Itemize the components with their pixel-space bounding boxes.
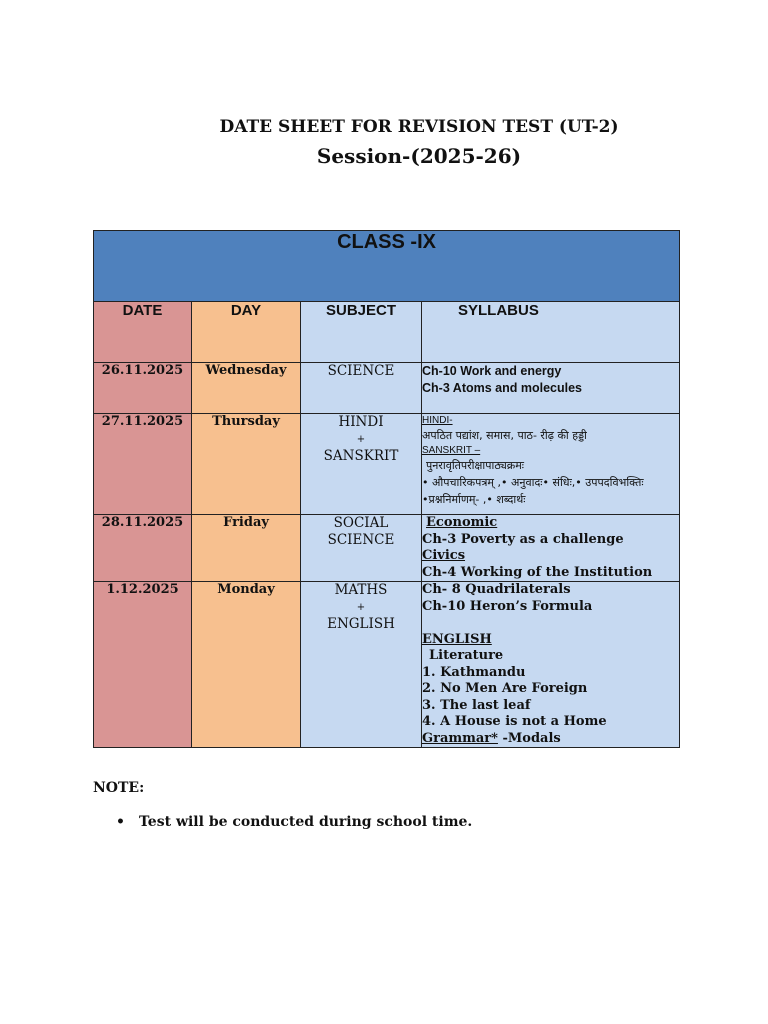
- subject-line: SANSKRIT: [323, 448, 399, 464]
- row-date: 28.11.2025: [94, 515, 192, 582]
- date-sheet-table: [93, 230, 680, 748]
- class-header-row: [94, 231, 680, 302]
- syllabus-line: Ch- 8 Quadrilaterals: [422, 582, 571, 597]
- note-label: NOTE:: [93, 780, 145, 796]
- syllabus-heading-english: ENGLISH: [422, 631, 492, 647]
- document-title: DATE SHEET FOR REVISION TEST (UT-2): [219, 117, 619, 137]
- syllabus-line: •प्रश्ननिर्माणम्- ,• शब्दार्थः: [422, 493, 526, 506]
- subject-line: SCIENCE: [327, 363, 395, 379]
- syllabus-line: 2. No Men Are Foreign: [422, 681, 588, 696]
- column-header-syllabus: SYLLABUS: [422, 302, 680, 363]
- row-day: Wednesday: [192, 363, 301, 414]
- subject-line: MATHS: [334, 582, 388, 598]
- class-label: CLASS -IX: [94, 231, 680, 302]
- table-row: [94, 515, 680, 582]
- row-day: Friday: [192, 515, 301, 582]
- row-day: Monday: [192, 582, 301, 748]
- subject-plus: +: [356, 434, 366, 445]
- row-subject: [301, 582, 422, 748]
- row-day: Thursday: [192, 414, 301, 515]
- column-header-row: [94, 302, 680, 363]
- row-date: 26.11.2025: [94, 363, 192, 414]
- row-subject: [301, 363, 422, 414]
- syllabus-line: अपठित पद्यांश, समास, पाठ- रीढ़ की हड्डी: [422, 429, 587, 442]
- syllabus-heading-economic: Economic: [426, 515, 498, 530]
- table-row: [94, 363, 680, 414]
- note-text: Test will be conducted during school time.: [139, 814, 473, 830]
- syllabus-line: 3. The last leaf: [422, 697, 531, 713]
- subject-plus: +: [356, 602, 366, 613]
- syllabus-spacer: [422, 615, 679, 632]
- syllabus-line: Literature: [429, 648, 504, 663]
- syllabus-heading-sanskrit: SANSKRIT –: [422, 445, 481, 456]
- row-subject: [301, 515, 422, 582]
- syllabus-heading-civics: Civics: [422, 548, 466, 563]
- syllabus-heading-hindi: HINDI-: [422, 415, 453, 426]
- syllabus-line: 4. A House is not a Home: [422, 714, 607, 729]
- syllabus-grammar-topic: -Modals: [497, 730, 561, 746]
- syllabus-line: Ch-10 Work and energy: [422, 364, 562, 378]
- row-subject: [301, 414, 422, 515]
- row-syllabus: [422, 363, 680, 414]
- syllabus-line: Ch-10 Heron’s Formula: [422, 598, 593, 614]
- syllabus-line: Ch-3 Atoms and molecules: [422, 380, 582, 395]
- syllabus-heading-grammar: Grammar*: [422, 730, 498, 746]
- syllabus-line: 1. Kathmandu: [422, 664, 526, 680]
- syllabus-line: Ch-3 Poverty as a challenge: [422, 531, 624, 547]
- subject-line: ENGLISH: [327, 616, 395, 632]
- subject-line: SCIENCE: [327, 532, 395, 548]
- row-syllabus: [422, 414, 680, 515]
- syllabus-line: Ch-4 Working of the Institution: [422, 564, 653, 580]
- syllabus-line: [422, 731, 679, 748]
- bullet-icon: •: [116, 814, 125, 830]
- column-header-date: DATE: [94, 302, 192, 363]
- syllabus-line: पुनरावृतिपरीक्षापाठ्यक्रमः: [426, 459, 525, 472]
- table-row: [94, 582, 680, 748]
- column-header-day: DAY: [192, 302, 301, 363]
- row-date: 27.11.2025: [94, 414, 192, 515]
- subject-line: HINDI: [338, 414, 384, 430]
- row-syllabus: [422, 515, 680, 582]
- note-item: [116, 814, 472, 830]
- table-row: [94, 414, 680, 515]
- subject-line: SOCIAL: [333, 515, 389, 531]
- row-syllabus: [422, 582, 680, 748]
- syllabus-line: • औपचारिकपत्रम् ,• अनुवादः• संधिः,• उपपदविभक्तिः: [422, 476, 644, 489]
- session-title: Session-(2025-26): [316, 144, 522, 168]
- column-header-subject: SUBJECT: [301, 302, 422, 363]
- row-date: 1.12.2025: [94, 582, 192, 748]
